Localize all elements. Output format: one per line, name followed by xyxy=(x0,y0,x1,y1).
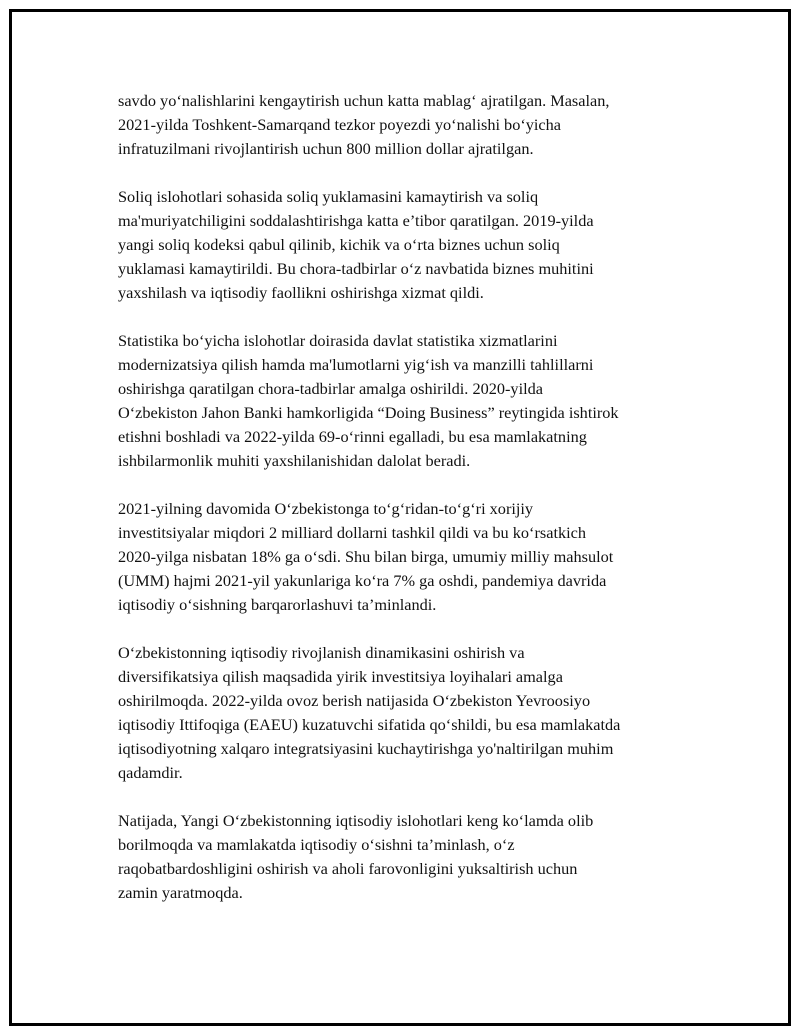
text-line: oshirilmoqda. 2022-yilda ovoz berish natijasida O‘zbekiston Yevroosiyo xyxy=(118,691,591,710)
text-line: etishni boshladi va 2022-yilda 69-o‘rinni egalladi, bu esa mamlakatning xyxy=(118,427,587,446)
text-line: iqtisodiyotning xalqaro integratsiyasini kuchaytirishga yo'naltirilgan muhim xyxy=(118,739,614,758)
paragraph-tax-reforms xyxy=(118,185,698,305)
text-line: (UMM) hajmi 2021-yil yakunlariga ko‘ra 7% ga oshdi, pandemiya davrida xyxy=(118,571,607,590)
text-line: savdo yo‘nalishlarini kengaytirish uchun katta mablag‘ ajratilgan. Masalan, xyxy=(118,91,610,110)
text-line: modernizatsiya qilish hamda ma'lumotlarni yig‘ish va manzilli tahlillarni xyxy=(118,355,594,374)
text-line: raqobatbardoshligini oshirish va aholi farovonligini yuksaltirish uchun xyxy=(118,859,578,878)
text-line: ishbilarmonlik muhiti yaxshilanishidan dalolat beradi. xyxy=(118,451,471,470)
text-line: borilmoqda va mamlakatda iqtisodiy o‘sishni ta’minlash, o‘z xyxy=(118,835,515,854)
text-line: O‘zbekistonning iqtisodiy rivojlanish dinamikasini oshirish va xyxy=(118,643,525,662)
paragraph-diversification xyxy=(118,641,698,785)
text-line: yuklamasi kamaytirildi. Bu chora-tadbirlar o‘z navbatida biznes muhitini xyxy=(118,259,594,278)
text-line: diversifikatsiya qilish maqsadida yirik investitsiya loyihalari amalga xyxy=(118,667,563,686)
paragraph-investment-growth xyxy=(118,497,698,617)
paragraph-statistics-reforms xyxy=(118,329,698,473)
text-line: Statistika bo‘yicha islohotlar doirasida davlat statistika xizmatlarini xyxy=(118,331,558,350)
paragraph-conclusion xyxy=(118,809,698,905)
text-line: 2020-yilga nisbatan 18% ga o‘sdi. Shu bilan birga, umumiy milliy mahsulot xyxy=(118,547,614,566)
text-line: qadamdir. xyxy=(118,763,183,782)
text-line: infratuzilmani rivojlantirish uchun 800 million dollar ajratilgan. xyxy=(118,139,534,158)
text-line: 2021-yilda Toshkent-Samarqand tezkor poyezdi yo‘nalishi bo‘yicha xyxy=(118,115,562,134)
text-line: yaxshilash va iqtisodiy faollikni oshirishga xizmat qildi. xyxy=(118,283,484,302)
text-line: O‘zbekiston Jahon Banki hamkorligida “Doing Business” reytingida ishtirok xyxy=(118,403,619,422)
text-line: Soliq islohotlari sohasida soliq yuklamasini kamaytirish va soliq xyxy=(118,187,539,206)
text-line: iqtisodiy Ittifoqiga (EAEU) kuzatuvchi sifatida qo‘shildi, bu esa mamlakatda xyxy=(118,715,621,734)
text-line: ma'muriyatchiligini soddalashtirishga katta e’tibor qaratilgan. 2019-yilda xyxy=(118,211,594,230)
document-body xyxy=(118,89,698,929)
text-line: oshirishga qaratilgan chora-tadbirlar amalga oshirildi. 2020-yilda xyxy=(118,379,543,398)
text-line: zamin yaratmoqda. xyxy=(118,883,243,902)
text-line: investitsiyalar miqdori 2 milliard dollarni tashkil qildi va bu ko‘rsatkich xyxy=(118,523,587,542)
paragraph-trade-funding xyxy=(118,89,698,161)
text-line: iqtisodiy o‘sishning barqarorlashuvi ta’minlandi. xyxy=(118,595,437,614)
text-line: Natijada, Yangi O‘zbekistonning iqtisodiy islohotlari keng ko‘lamda olib xyxy=(118,811,594,830)
text-line: yangi soliq kodeksi qabul qilinib, kichik va o‘rta biznes uchun soliq xyxy=(118,235,560,254)
text-line: 2021-yilning davomida O‘zbekistonga to‘g‘ridan-to‘g‘ri xorijiy xyxy=(118,499,534,518)
